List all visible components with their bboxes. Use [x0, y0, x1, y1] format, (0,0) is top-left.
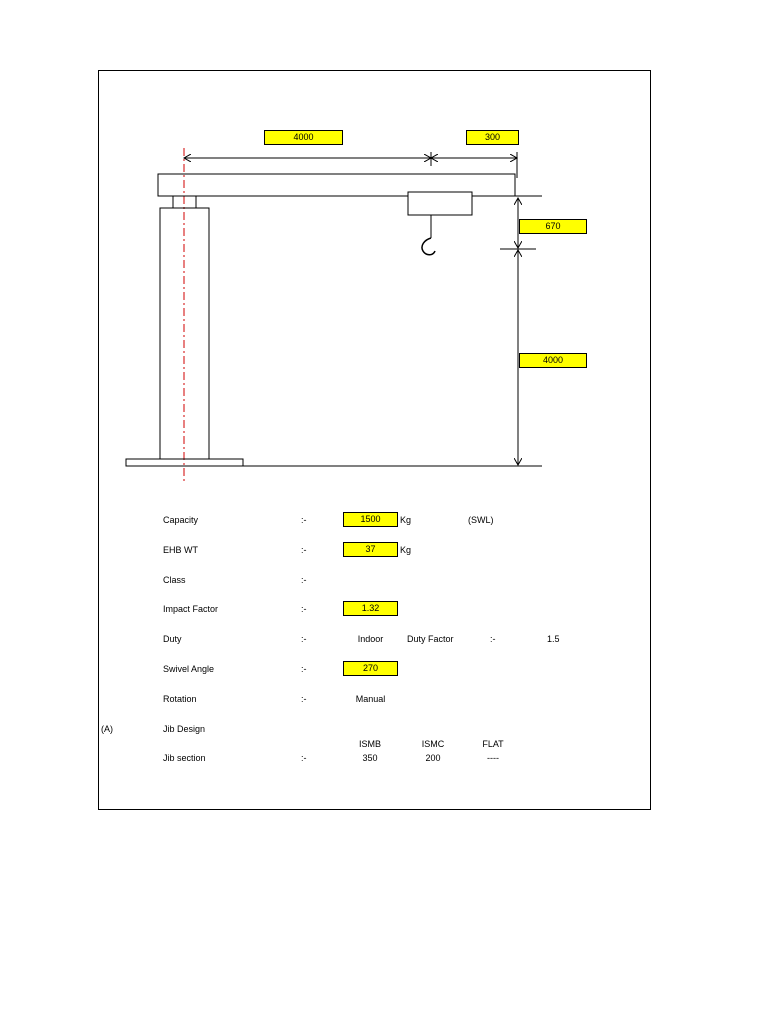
- rotation-value: Manual: [355, 694, 386, 704]
- ehb-wt-separator: :-: [301, 545, 307, 555]
- capacity-value: 1500: [343, 512, 398, 527]
- capacity-separator: :-: [301, 515, 307, 525]
- duty-factor-value: 1.5: [547, 634, 560, 644]
- jib-section-column-name: FLAT: [482, 739, 504, 749]
- capacity-label: Capacity: [163, 515, 199, 525]
- ehb-wt-unit: Kg: [400, 545, 412, 555]
- span-dimension-box: 4000: [264, 130, 343, 145]
- rotation-label: Rotation: [163, 694, 197, 704]
- swivel-angle-label: Swivel Angle: [163, 664, 215, 674]
- overhang-dimension-box: 300: [466, 130, 519, 145]
- hook-icon: [422, 238, 435, 255]
- jib-section-column-value: 350: [362, 753, 378, 763]
- section-a-title: Jib Design: [163, 724, 206, 734]
- ehb-wt-label: EHB WT: [163, 545, 198, 555]
- class-label: Class: [163, 575, 186, 585]
- impact-factor-separator: :-: [301, 604, 307, 614]
- capacity-unit: Kg: [400, 515, 412, 525]
- class-separator: :-: [301, 575, 307, 585]
- swivel-angle-value: 270: [343, 661, 398, 676]
- column-height-dimension-box: 4000: [519, 353, 587, 368]
- jib-section-label: Jib section: [163, 753, 206, 763]
- duty-value: Indoor: [357, 634, 384, 644]
- jib-section-column-name: ISMC: [421, 739, 445, 749]
- jib-section-column-value: ----: [487, 753, 499, 763]
- capacity-note: (SWL): [468, 515, 494, 525]
- hoist-trolley: [408, 192, 472, 215]
- jib-section-separator: :-: [301, 753, 307, 763]
- duty-factor-separator: :-: [490, 634, 496, 644]
- duty-separator: :-: [301, 634, 307, 644]
- duty-factor-label: Duty Factor: [407, 634, 454, 644]
- duty-label: Duty: [163, 634, 182, 644]
- section-a-marker: (A): [101, 724, 113, 734]
- jib-section-column-value: 200: [425, 753, 441, 763]
- swivel-angle-separator: :-: [301, 664, 307, 674]
- impact-factor-label: Impact Factor: [163, 604, 219, 614]
- hook-height-dimension-box: 670: [519, 219, 587, 234]
- ehb-wt-value: 37: [343, 542, 398, 557]
- impact-factor-value: 1.32: [343, 601, 398, 616]
- rotation-separator: :-: [301, 694, 307, 704]
- jib-section-column-name: ISMB: [358, 739, 381, 749]
